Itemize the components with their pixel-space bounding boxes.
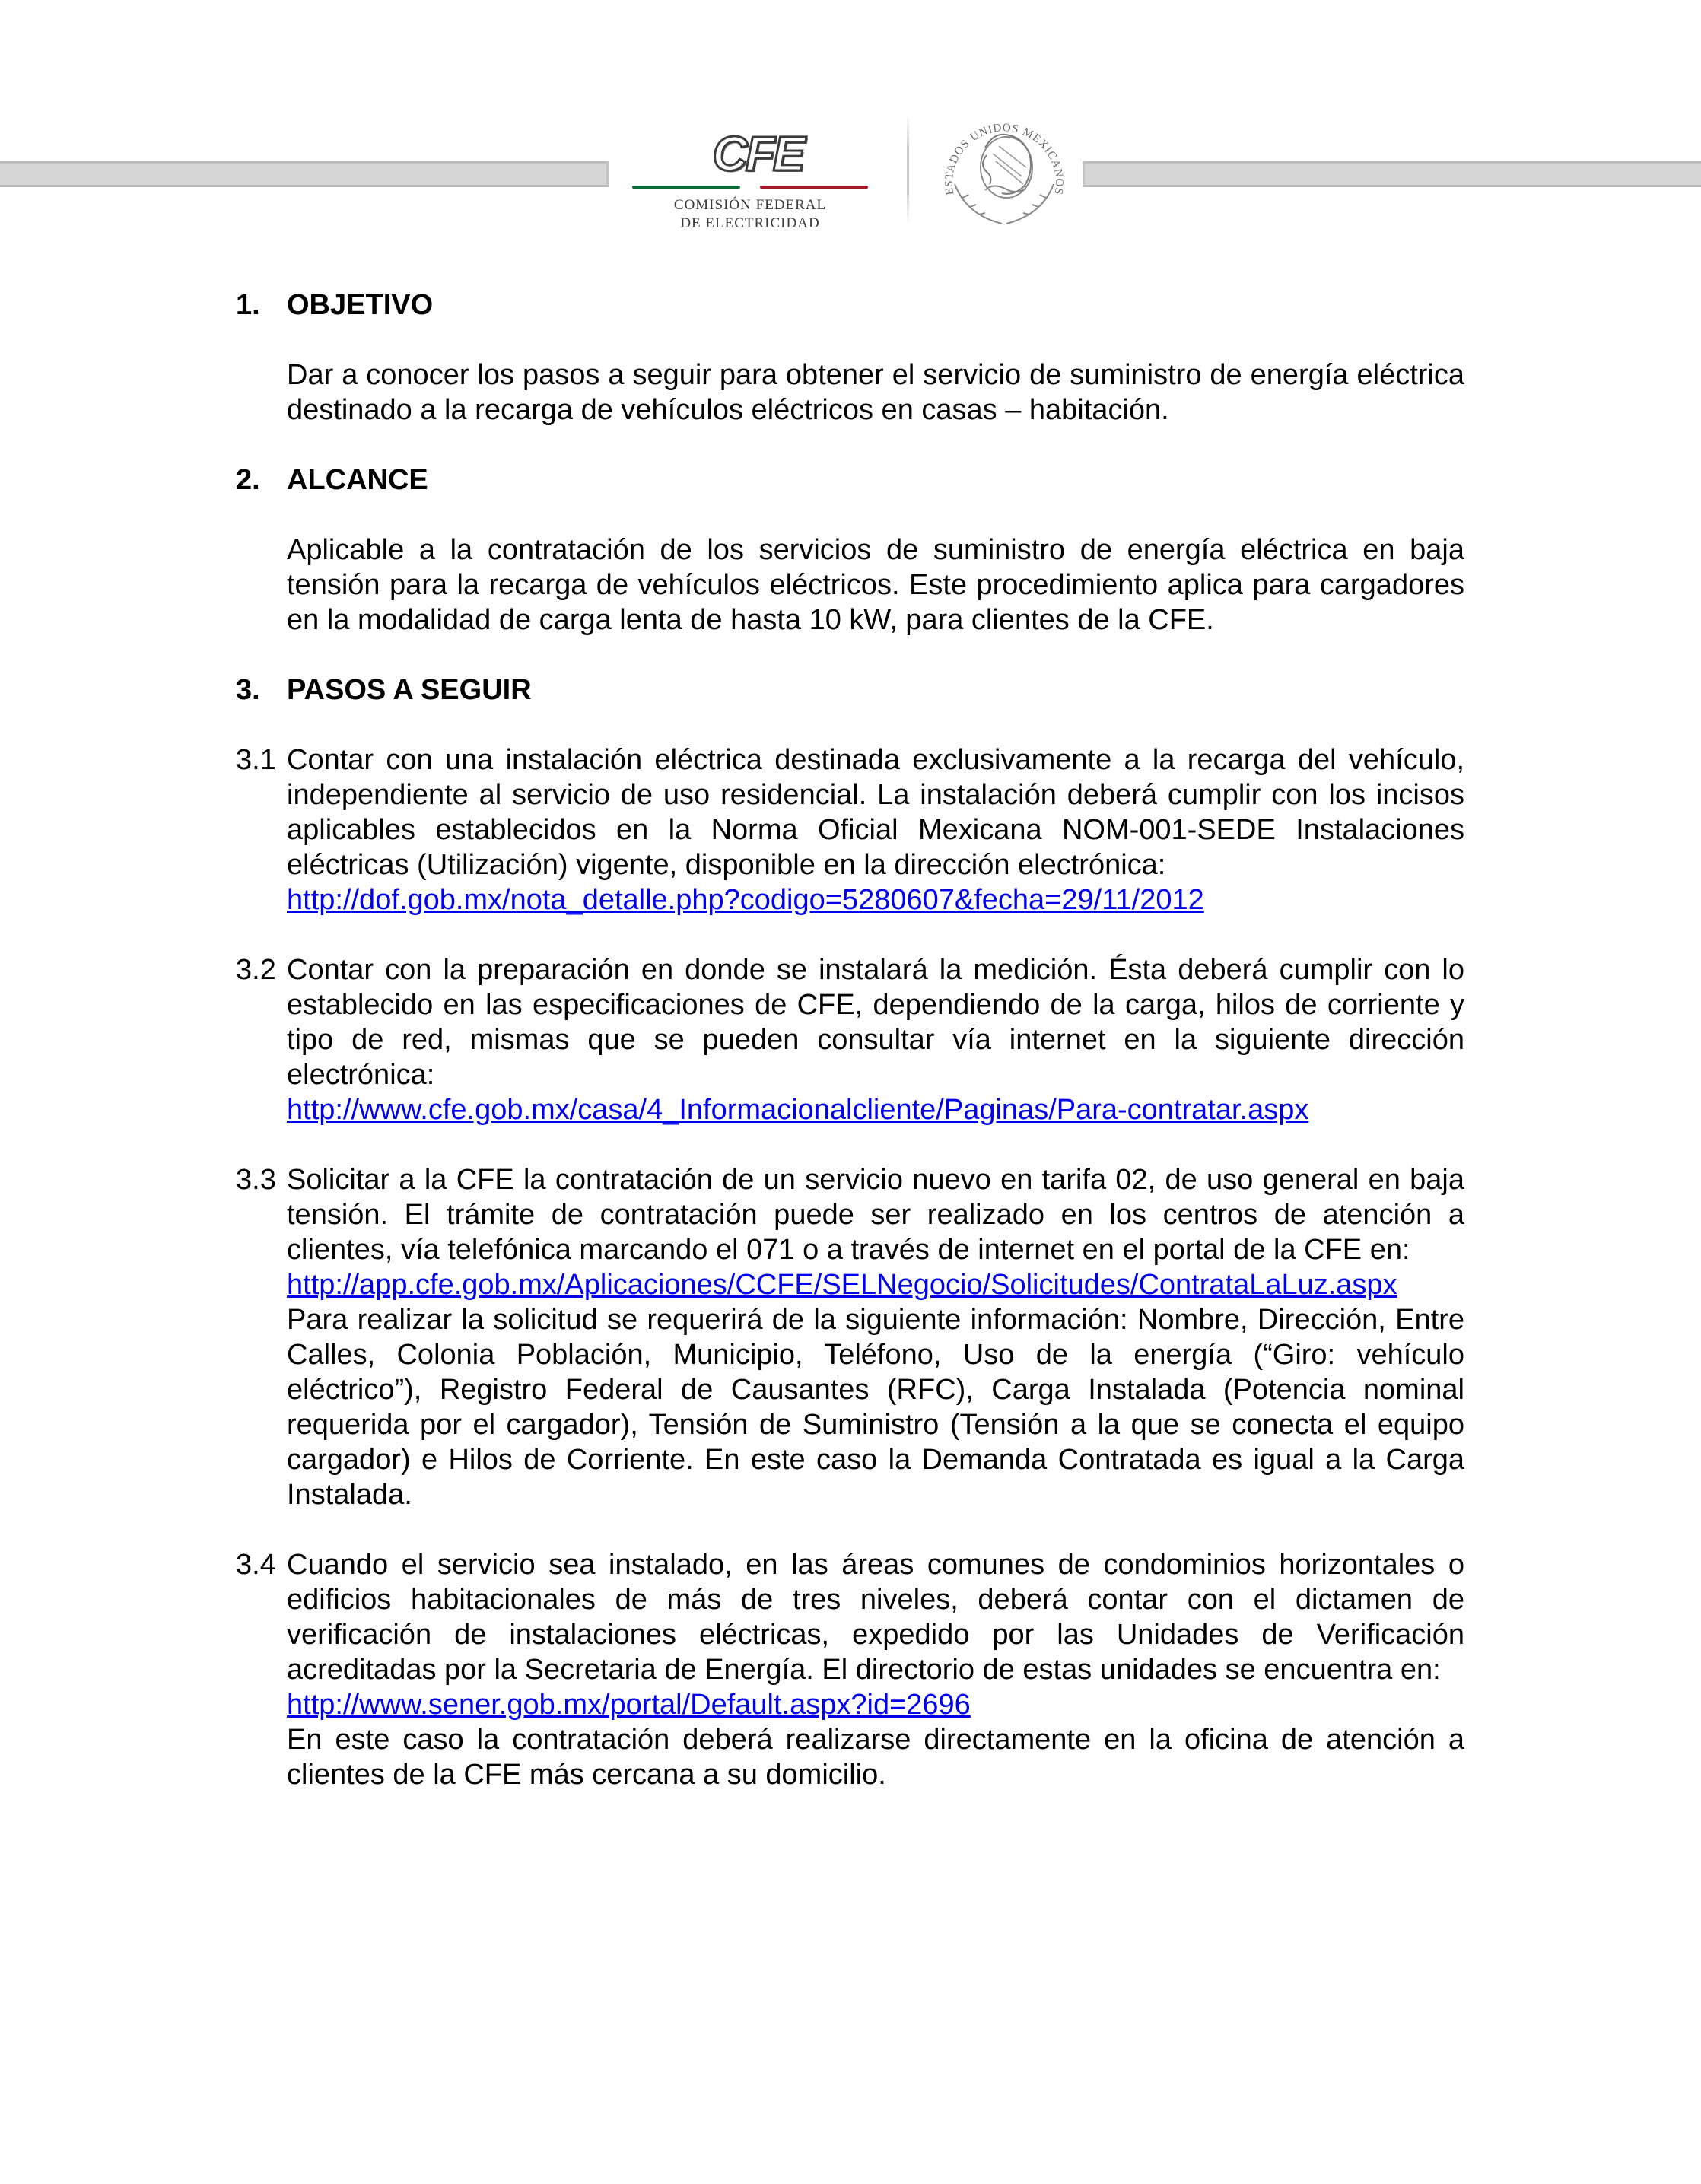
step-body xyxy=(287,952,1464,1127)
page-header xyxy=(0,0,1701,251)
section-number: 1. xyxy=(236,289,260,321)
step-text-after-link: Para realizar la solicitud se requerirá de la siguiente información: Nombre, Dirección, Entre Calles, Colonia Población, Municipio, Teléfono, Uso de la energía (“Giro: vehículo eléctrico”), Registro Federal de Causantes (RFC), Carga Instalada (Potencia nominal requerida por el cargador), Tensión de Suministro (Tensión a la que se conecta el equipo cargador) e Hilos de Corriente. En este caso la Demanda Contratada es igual a la Carga Instalada. xyxy=(287,1304,1464,1511)
flag-stripes xyxy=(632,186,868,190)
cfe-name-line1: COMISIÓN FEDERAL xyxy=(673,197,827,213)
step-text: Solicitar a la CFE la contratación de un servicio nuevo en tarifa 02, de uso general en baja tensión. El trámite de contratación puede ser realizado en los centros de atención a clientes, vía telefónica marcando el 071 o a través de internet en el portal de la CFE en: xyxy=(287,1164,1464,1266)
section-heading-objetivo xyxy=(236,288,1464,323)
step-3-2 xyxy=(236,952,1464,1127)
step-body xyxy=(287,1547,1464,1792)
step-3-1 xyxy=(236,742,1464,917)
step-text-after-link: En este caso la contratación deberá realizarse directamente en la oficina de atención a clientes de la CFE más cercana a su domicilio. xyxy=(287,1724,1464,1791)
flag-stripe-green xyxy=(632,186,740,189)
section-number: 3. xyxy=(236,674,260,706)
section-paragraph-alcance: Aplicable a la contratación de los servicios de suministro de energía eléctrica en baja tensión para la recarga de vehículos eléctricos. Este procedimiento aplica para cargadores en la modalidad de carga lenta de hasta 10 kW, para clientes de la CFE. xyxy=(287,534,1464,636)
link-cfe-para-contratar[interactable]: http://www.cfe.gob.mx/casa/4_Informacionalcliente/Paginas/Para-contratar.aspx xyxy=(287,1094,1309,1126)
step-body xyxy=(287,1162,1464,1512)
header-bar-right xyxy=(1083,161,1701,187)
header-divider xyxy=(907,114,909,224)
link-sener-directorio[interactable]: http://www.sener.gob.mx/portal/Default.aspx?id=2696 xyxy=(287,1689,971,1721)
section-title: OBJETIVO xyxy=(287,289,434,321)
link-dof-nom[interactable]: http://dof.gob.mx/nota_detalle.php?codigo=5280607&fecha=29/11/2012 xyxy=(287,884,1204,916)
svg-text:ESTADOS UNIDOS MEXICANOS xyxy=(943,122,1065,196)
step-text: Contar con la preparación en donde se instalará la medición. Ésta deberá cumplir con lo establecido en las especificaciones de CFE, dependiendo de la carga, hilos de corriente y tipo de red, mismas que se pueden consultar vía internet en la siguiente dirección electrónica: xyxy=(287,954,1464,1091)
step-3-4 xyxy=(236,1547,1464,1792)
link-cfe-contrata-la-luz[interactable]: http://app.cfe.gob.mx/Aplicaciones/CCFE/SELNegocio/Solicitudes/ContrataLaLuz.aspx xyxy=(287,1269,1397,1301)
step-3-3 xyxy=(236,1162,1464,1512)
mexico-coat-of-arms-icon xyxy=(932,100,1076,237)
section-title: PASOS A SEGUIR xyxy=(287,674,532,706)
section-paragraph-objetivo: Dar a conocer los pasos a seguir para obtener el servicio de suministro de energía eléctrica destinado a la recarga de vehículos eléctricos en casas – habitación. xyxy=(287,359,1464,426)
document-body xyxy=(236,288,1464,1792)
cfe-logo xyxy=(628,126,872,236)
section-heading-pasos xyxy=(236,672,1464,707)
section-number: 2. xyxy=(236,464,260,496)
step-number: 3.1 xyxy=(236,744,276,776)
seal-text: ESTADOS UNIDOS MEXICANOS xyxy=(943,122,1066,196)
cfe-wordmark: CFE xyxy=(712,126,803,181)
section-title: ALCANCE xyxy=(287,464,428,496)
header-bar-left xyxy=(0,161,609,187)
step-text: Cuando el servicio sea instalado, en las áreas comunes de condominios horizontales o edificios habitacionales de más de tres niveles, deberá contar con el dictamen de verificación de instalaciones eléctricas, expedido por las Unidades de Verificación acreditadas por la Secretaria de Energía. El directorio de estas unidades se encuentra en: xyxy=(287,1549,1464,1686)
flag-stripe-red xyxy=(760,186,868,189)
step-text: Contar con una instalación eléctrica destinada exclusivamente a la recarga del vehículo, independiente al servicio de uso residencial. La instalación deberá cumplir con los incisos aplicables establecidos en la Norma Oficial Mexicana NOM-001-SEDE Instalaciones eléctricas (Utilización) vigente, disponible en la dirección electrónica: xyxy=(287,744,1464,881)
step-number: 3.4 xyxy=(236,1549,276,1581)
section-heading-alcance xyxy=(236,463,1464,498)
cfe-name-line2: DE ELECTRICIDAD xyxy=(680,215,820,231)
step-number: 3.2 xyxy=(236,954,276,986)
step-body xyxy=(287,742,1464,917)
step-number: 3.3 xyxy=(236,1164,276,1196)
